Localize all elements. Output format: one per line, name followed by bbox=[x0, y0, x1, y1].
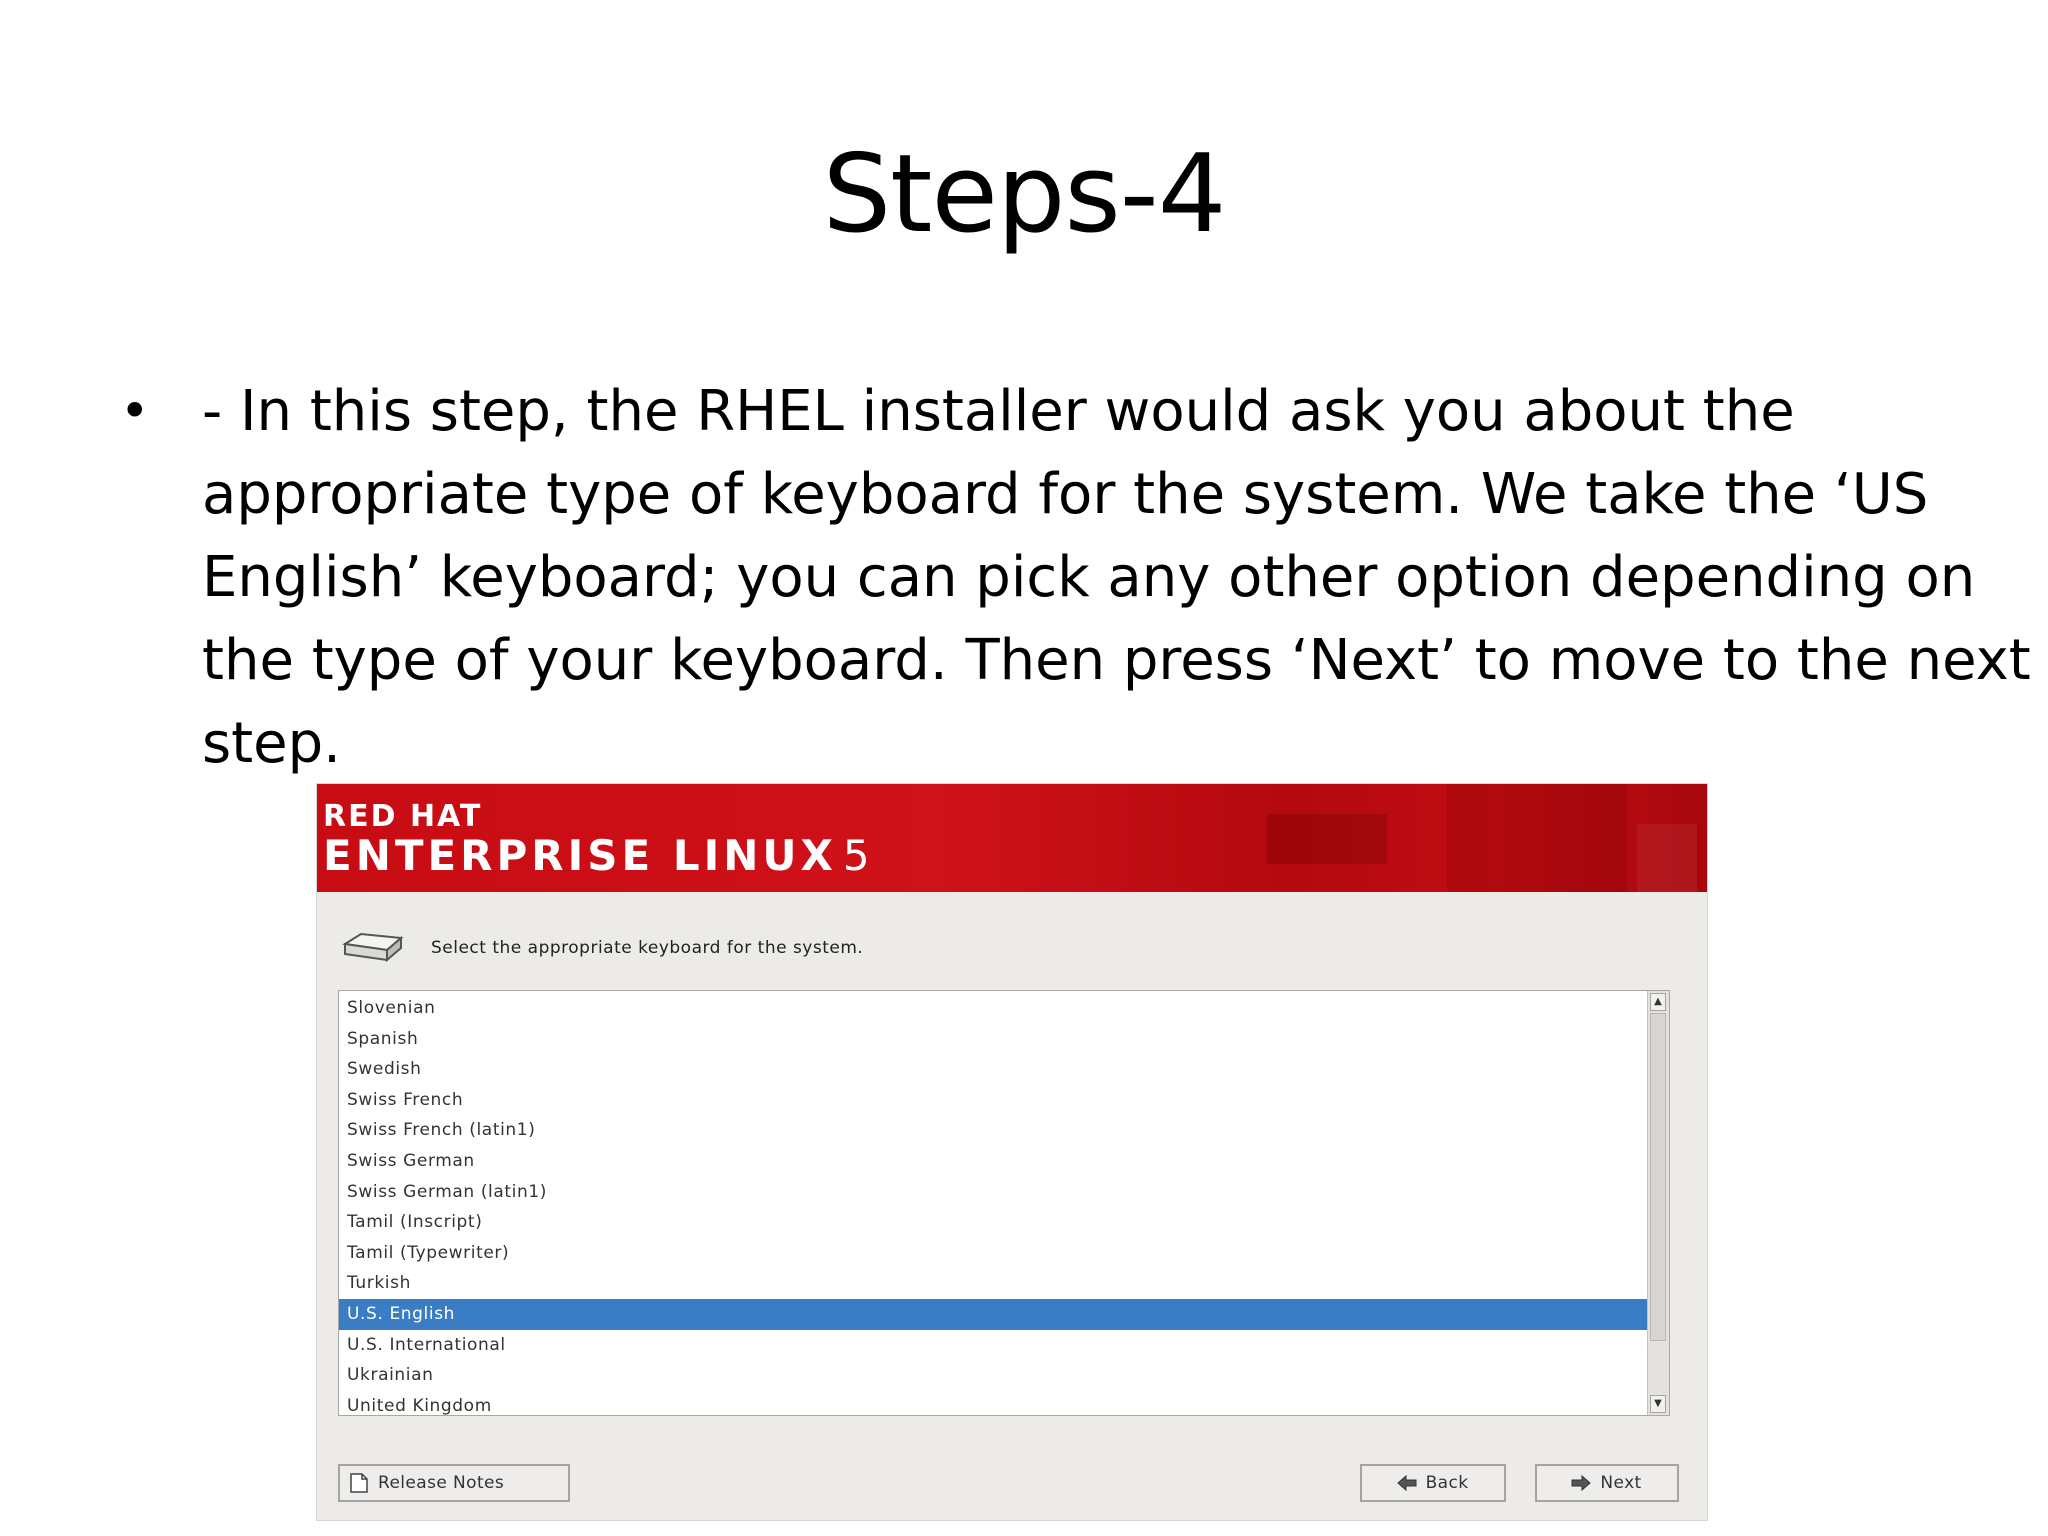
next-label: Next bbox=[1600, 1473, 1642, 1493]
keyboard-list-item[interactable]: Tamil (Inscript) bbox=[347, 1212, 483, 1233]
scroll-down-icon[interactable]: ▼ bbox=[1650, 1395, 1666, 1413]
release-notes-label: Release Notes bbox=[378, 1473, 505, 1493]
installer-banner bbox=[317, 784, 1707, 892]
slide-title: Steps-4 bbox=[822, 132, 1226, 257]
back-arrow-icon bbox=[1396, 1472, 1418, 1494]
next-arrow-icon bbox=[1570, 1472, 1592, 1494]
brand-product-name: ENTERPRISE LINUX bbox=[323, 831, 837, 880]
keyboard-list-item[interactable]: U.S. English bbox=[339, 1299, 1649, 1330]
keyboard-list[interactable] bbox=[338, 990, 1670, 1416]
keyboard-list-item[interactable]: Ukrainian bbox=[347, 1365, 434, 1386]
keyboard-list-item[interactable]: United Kingdom bbox=[347, 1395, 492, 1416]
banner-decoration bbox=[1447, 784, 1627, 892]
next-button[interactable] bbox=[1535, 1464, 1679, 1502]
keyboard-list-item[interactable]: Swiss French (latin1) bbox=[347, 1120, 536, 1141]
list-scrollbar[interactable] bbox=[1647, 991, 1669, 1415]
keyboard-list-item[interactable]: U.S. International bbox=[347, 1334, 506, 1355]
keyboard-list-item[interactable]: Swiss German (latin1) bbox=[347, 1181, 547, 1202]
keyboard-list-item[interactable]: Turkish bbox=[347, 1273, 411, 1294]
keyboard-list-items bbox=[339, 993, 1649, 1416]
keyboard-list-item[interactable]: Spanish bbox=[347, 1028, 419, 1049]
keyboard-list-item[interactable]: Tamil (Typewriter) bbox=[347, 1242, 510, 1263]
keyboard-list-item[interactable]: Slovenian bbox=[347, 998, 436, 1018]
back-button[interactable] bbox=[1360, 1464, 1506, 1502]
release-notes-button[interactable] bbox=[338, 1464, 570, 1502]
scroll-thumb[interactable] bbox=[1650, 1013, 1666, 1341]
keyboard-list-item[interactable]: Swedish bbox=[347, 1059, 422, 1080]
keyboard-list-item[interactable]: Swiss French bbox=[347, 1089, 464, 1110]
scroll-up-icon[interactable]: ▲ bbox=[1650, 993, 1666, 1011]
installer-screenshot bbox=[316, 783, 1708, 1521]
brand-enterprise-linux bbox=[323, 831, 870, 880]
banner-decoration bbox=[1267, 814, 1387, 864]
keyboard-list-item[interactable]: Swiss German bbox=[347, 1150, 475, 1171]
back-label: Back bbox=[1425, 1473, 1469, 1493]
keyboard-icon bbox=[341, 930, 405, 968]
banner-decoration bbox=[1637, 824, 1697, 892]
instruction-text: Select the appropriate keyboard for the system. bbox=[431, 938, 864, 958]
document-icon bbox=[348, 1472, 370, 1494]
bullet-text: - In this step, the RHEL installer would ask you about the appropriate type of keyboard for the system. We take the ‘US English’ keyboard; you can pick any other option depending on the type of your keyboard. Then press ‘Next’ to move to the next step. bbox=[202, 379, 2031, 776]
brand-red-hat: RED HAT bbox=[323, 799, 483, 834]
brand-version: 5 bbox=[842, 831, 870, 880]
bullet-symbol: • bbox=[120, 382, 150, 440]
